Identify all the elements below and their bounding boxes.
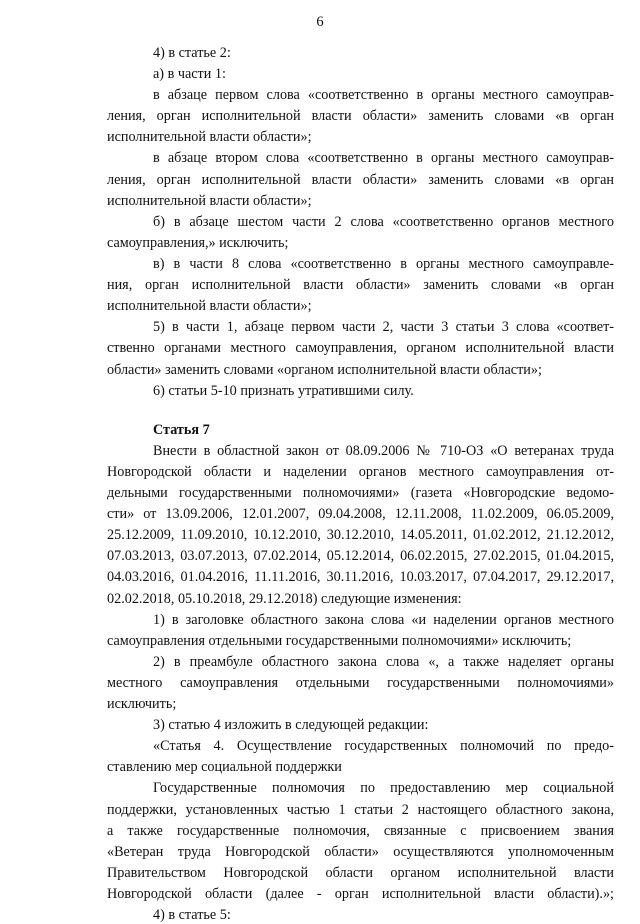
text-line: а также государственные полномочия, связанные с присвоением звания — [107, 823, 614, 839]
text-line: исполнительной власти области»; — [107, 193, 312, 209]
text-line: Новгородской области и наделении органов местного самоуправления от- — [107, 464, 614, 480]
text-line: 2) в преамбуле областного закона слова «, а также наделяет органы — [153, 654, 614, 670]
text-line: Правительством Новгородской области органом исполнительной власти — [107, 865, 614, 881]
article-heading: Статья 7 — [153, 422, 210, 438]
text-line: 1) в заголовке областного закона слова «и наделении органов местного — [153, 612, 614, 628]
text-line: Государственные полномочия по предоставлению мер социальной — [153, 780, 614, 796]
text-line: самоуправления,» исключить; — [107, 235, 289, 251]
text-line: в абзаце первом слова «соответственно в органы местного самоуправ- — [153, 87, 614, 103]
text-line: сти» от 13.09.2006, 12.01.2007, 09.04.2008, 12.11.2008, 11.02.2009, 06.05.2009, — [107, 506, 614, 522]
text-line: исполнительной власти области»; — [107, 298, 312, 314]
text-line: самоуправления отдельными государственными полномочиями» исключить; — [107, 633, 572, 649]
page-number: 6 — [316, 14, 324, 30]
text-line: исключить; — [107, 696, 177, 712]
text-line: 25.12.2009, 11.09.2010, 10.12.2010, 30.12.2010, 14.05.2011, 01.02.2012, 21.12.2012, — [107, 527, 614, 543]
text-line: «Ветеран труда Новгородской области» осуществляются уполномоченным — [107, 844, 614, 860]
text-line: дельными государственными полномочиями» (газета «Новгородские ведомо- — [107, 485, 614, 501]
text-line: местного самоуправления отдельными государственными полномочиями» — [107, 675, 614, 691]
text-line: 6) статьи 5-10 признать утратившими силу. — [153, 383, 414, 399]
text-line: Новгородской области (далее - орган исполнительной власти области).»; — [107, 886, 614, 902]
text-line: 02.02.2018, 05.10.2018, 29.12.2018) следующие изменения: — [107, 591, 462, 607]
text-line: области» заменить словами «органом исполнительной власти области»; — [107, 362, 542, 378]
text-line: «Статья 4. Осуществление государственных полномочий по предо- — [153, 738, 614, 754]
text-line: Внести в областной закон от 08.09.2006 № 710-ОЗ «О ветеранах труда — [153, 443, 614, 459]
text-line: ственно органами местного самоуправления, органом исполнительной власти — [107, 340, 614, 356]
text-line: 3) статью 4 изложить в следующей редакции: — [153, 717, 429, 733]
text-line: 04.03.2016, 01.04.2016, 11.11.2016, 30.11.2016, 10.03.2017, 07.04.2017, 29.12.2017, — [107, 569, 614, 585]
text-line: ния, орган исполнительной власти области» заменить словами «в орган — [107, 277, 614, 293]
text-line: в абзаце втором слова «соответственно в органы местного самоуправ- — [153, 150, 614, 166]
text-line: б) в абзаце шестом части 2 слова «соответственно органов местного — [153, 214, 614, 230]
text-line: 07.03.2013, 03.07.2013, 07.02.2014, 05.12.2014, 06.02.2015, 27.02.2015, 01.04.2015, — [107, 548, 614, 564]
text-line: 4) в статье 2: — [153, 45, 231, 61]
text-line: ления, орган исполнительной власти области» заменить словами «в орган — [107, 172, 614, 188]
text-line: 4) в статье 5: — [153, 907, 231, 923]
text-line: исполнительной власти области»; — [107, 129, 312, 145]
text-line: 5) в части 1, абзаце первом части 2, части 3 статьи 3 слова «соответ- — [153, 319, 614, 335]
text-line: а) в части 1: — [153, 66, 226, 82]
text-line: ставлению мер социальной поддержки — [107, 759, 342, 775]
text-line: в) в части 8 слова «соответственно в органы местного самоуправле- — [153, 256, 614, 272]
text-line: ления, орган исполнительной власти области» заменить словами «в орган — [107, 108, 614, 124]
text-line: поддержки, установленных частью 1 статьи 2 настоящего областного закона, — [107, 802, 614, 818]
